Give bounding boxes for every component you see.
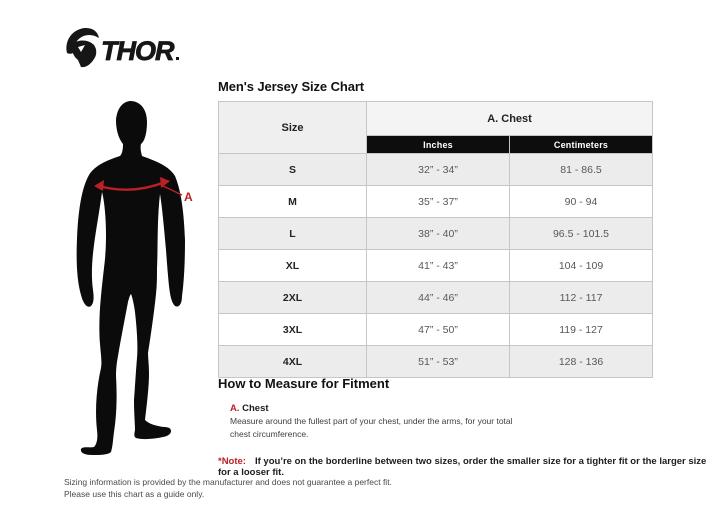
centimeters-cell: 90 - 94 [510, 186, 653, 218]
column-header-inches: Inches [367, 136, 510, 154]
table-row [219, 314, 653, 346]
size-cell: S [219, 154, 367, 186]
size-chart-title: Men's Jersey Size Chart [218, 79, 365, 94]
measure-item-description: Measure around the fullest part of your chest, under the arms, for your total chest circumference. [230, 416, 513, 439]
inches-cell: 44” - 46” [367, 282, 510, 314]
inches-cell: 47” - 50” [367, 314, 510, 346]
table-row [219, 186, 653, 218]
table-row [219, 250, 653, 282]
brand-wordmark: THOR [101, 36, 174, 66]
size-cell: 3XL [219, 314, 367, 346]
measure-item-name: Chest [242, 403, 269, 414]
centimeters-cell: 104 - 109 [510, 250, 653, 282]
column-header-size: Size [219, 102, 367, 154]
centimeters-cell: 96.5 - 101.5 [510, 218, 653, 250]
size-cell: XL [219, 250, 367, 282]
inches-cell: 32” - 34” [367, 154, 510, 186]
note-text: If you’re on the borderline between two sizes, order the smaller size for a tighter fit or the larger size for a looser fit. [218, 456, 707, 478]
size-chart-table [218, 101, 654, 378]
table-row [219, 218, 653, 250]
size-cell: 4XL [219, 346, 367, 378]
thor-ram-icon [64, 26, 194, 72]
centimeters-cell: 119 - 127 [510, 314, 653, 346]
brand-logo [64, 26, 194, 72]
column-header-chest: A. Chest [367, 102, 653, 136]
note-label: *Note: [218, 456, 246, 467]
table-row [219, 282, 653, 314]
centimeters-cell: 112 - 117 [510, 282, 653, 314]
inches-cell: 41” - 43” [367, 250, 510, 282]
inches-cell: 35” - 37” [367, 186, 510, 218]
body-silhouette-figure [68, 98, 208, 466]
manufacturer-disclaimer [64, 476, 394, 501]
column-header-centimeters: Centimeters [510, 136, 653, 154]
inches-cell: 51” - 53” [367, 346, 510, 378]
male-silhouette-icon [68, 98, 208, 466]
measure-item-label [230, 403, 269, 414]
disclaimer-line-2: Please use this chart as a guide only. [64, 489, 205, 500]
size-cell: M [219, 186, 367, 218]
centimeters-cell: 128 - 136 [510, 346, 653, 378]
size-cell: L [219, 218, 367, 250]
centimeters-cell: 81 - 86.5 [510, 154, 653, 186]
measure-section-heading: How to Measure for Fitment [218, 376, 390, 391]
sizing-note [218, 456, 718, 478]
measure-item-letter: A. [230, 403, 240, 414]
table-row [219, 346, 653, 378]
inches-cell: 38” - 40” [367, 218, 510, 250]
disclaimer-line-1: Sizing information is provided by the manufacturer and does not guarantee a perfect fit. [64, 477, 392, 487]
chest-arrow-label: A [184, 190, 193, 204]
table-row [219, 154, 653, 186]
size-cell: 2XL [219, 282, 367, 314]
